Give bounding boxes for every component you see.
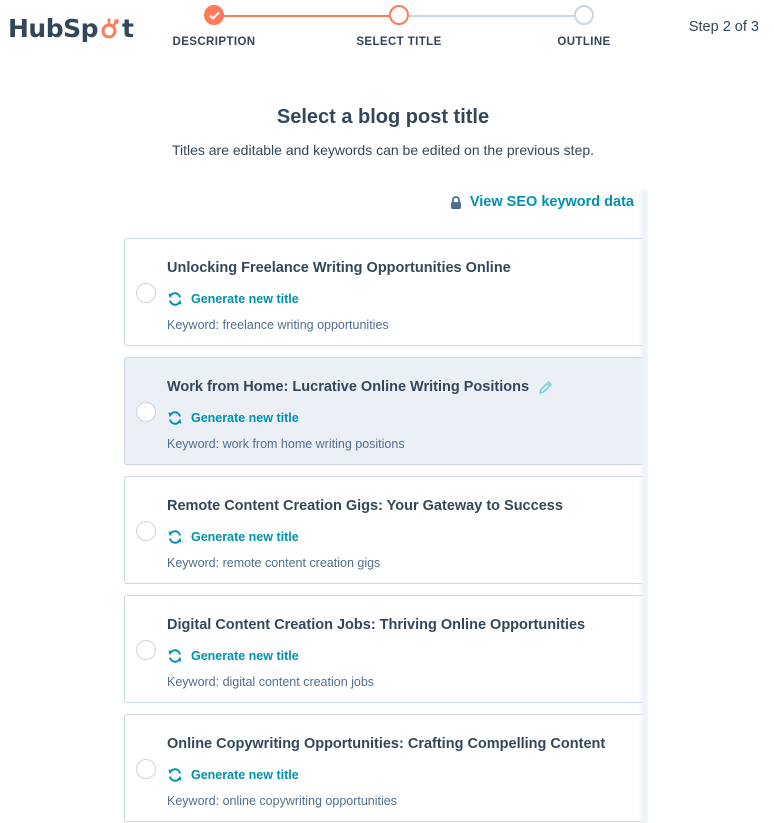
seo-link-label: View SEO keyword data [469,194,634,210]
generate-label: Generate new title [191,530,299,544]
title-option-card[interactable] [124,714,646,822]
title-text: Unlocking Freelance Writing Opportunities Online [167,260,511,276]
title-option-title[interactable] [167,379,553,395]
page-title: Select a blog post title [276,106,490,128]
title-text: Digital Content Creation Jobs: Thriving Online Opportunities [167,617,586,633]
step-select-title-dot[interactable] [389,5,409,25]
logo-text-end: t [122,13,134,43]
step-counter: Step 2 of 3 [688,19,759,35]
progress-stepper [0,0,774,60]
title-option-title[interactable] [167,260,511,276]
title-option-title[interactable] [167,498,563,514]
generate-new-title-button[interactable] [167,648,299,664]
generate-new-title-button[interactable] [167,529,299,545]
refresh-icon [167,291,183,307]
title-option-radio[interactable] [136,759,156,779]
title-text: Work from Home: Lucrative Online Writing Positions [167,379,530,395]
step-outline-label: OUTLINE [557,36,611,48]
refresh-icon [167,410,183,426]
title-option-card[interactable] [124,357,646,465]
refresh-icon [167,648,183,664]
generate-new-title-button[interactable] [167,291,299,307]
keyword-text: Keyword: online copywriting opportunities [167,794,397,808]
title-list[interactable] [124,190,646,823]
stepper-line-upcoming [408,15,576,17]
step-description-dot[interactable] [204,5,224,25]
title-option-radio[interactable] [136,402,156,422]
step-description-label: DESCRIPTION [172,36,256,48]
title-option-radio[interactable] [136,521,156,541]
checkmark-icon [209,11,220,20]
stepper-line-complete [222,15,390,17]
title-option-title[interactable] [167,617,585,633]
generate-label: Generate new title [191,292,299,306]
step-outline-dot[interactable] [574,5,594,25]
refresh-icon [167,767,183,783]
title-option-title[interactable] [167,736,605,752]
keyword-text: Keyword: remote content creation gigs [167,556,381,570]
generate-new-title-button[interactable] [167,767,299,783]
refresh-icon [167,529,183,545]
generate-label: Generate new title [191,411,299,425]
title-option-radio[interactable] [136,640,156,660]
pencil-edit-icon[interactable] [538,380,553,395]
generate-label: Generate new title [191,768,299,782]
generate-new-title-button[interactable] [167,410,299,426]
title-option-card[interactable] [124,595,646,703]
title-option-card[interactable] [124,476,646,584]
lock-icon [450,196,462,209]
step-select-title-label: SELECT TITLE [356,36,442,48]
logo-text-start: HubSp [8,13,99,43]
title-option-radio[interactable] [136,283,156,303]
generate-label: Generate new title [191,649,299,663]
keyword-text: Keyword: freelance writing opportunities [167,318,389,332]
page-subtitle: Titles are editable and keywords can be edited on the previous step. [171,142,595,158]
keyword-text: Keyword: work from home writing positions [167,437,405,451]
view-seo-keyword-data-link[interactable] [450,194,634,210]
keyword-text: Keyword: digital content creation jobs [167,675,375,689]
title-text: Remote Content Creation Gigs: Your Gateway to Success [167,498,563,514]
title-text: Online Copywriting Opportunities: Crafting Compelling Content [167,736,606,752]
title-option-card[interactable] [124,238,646,346]
